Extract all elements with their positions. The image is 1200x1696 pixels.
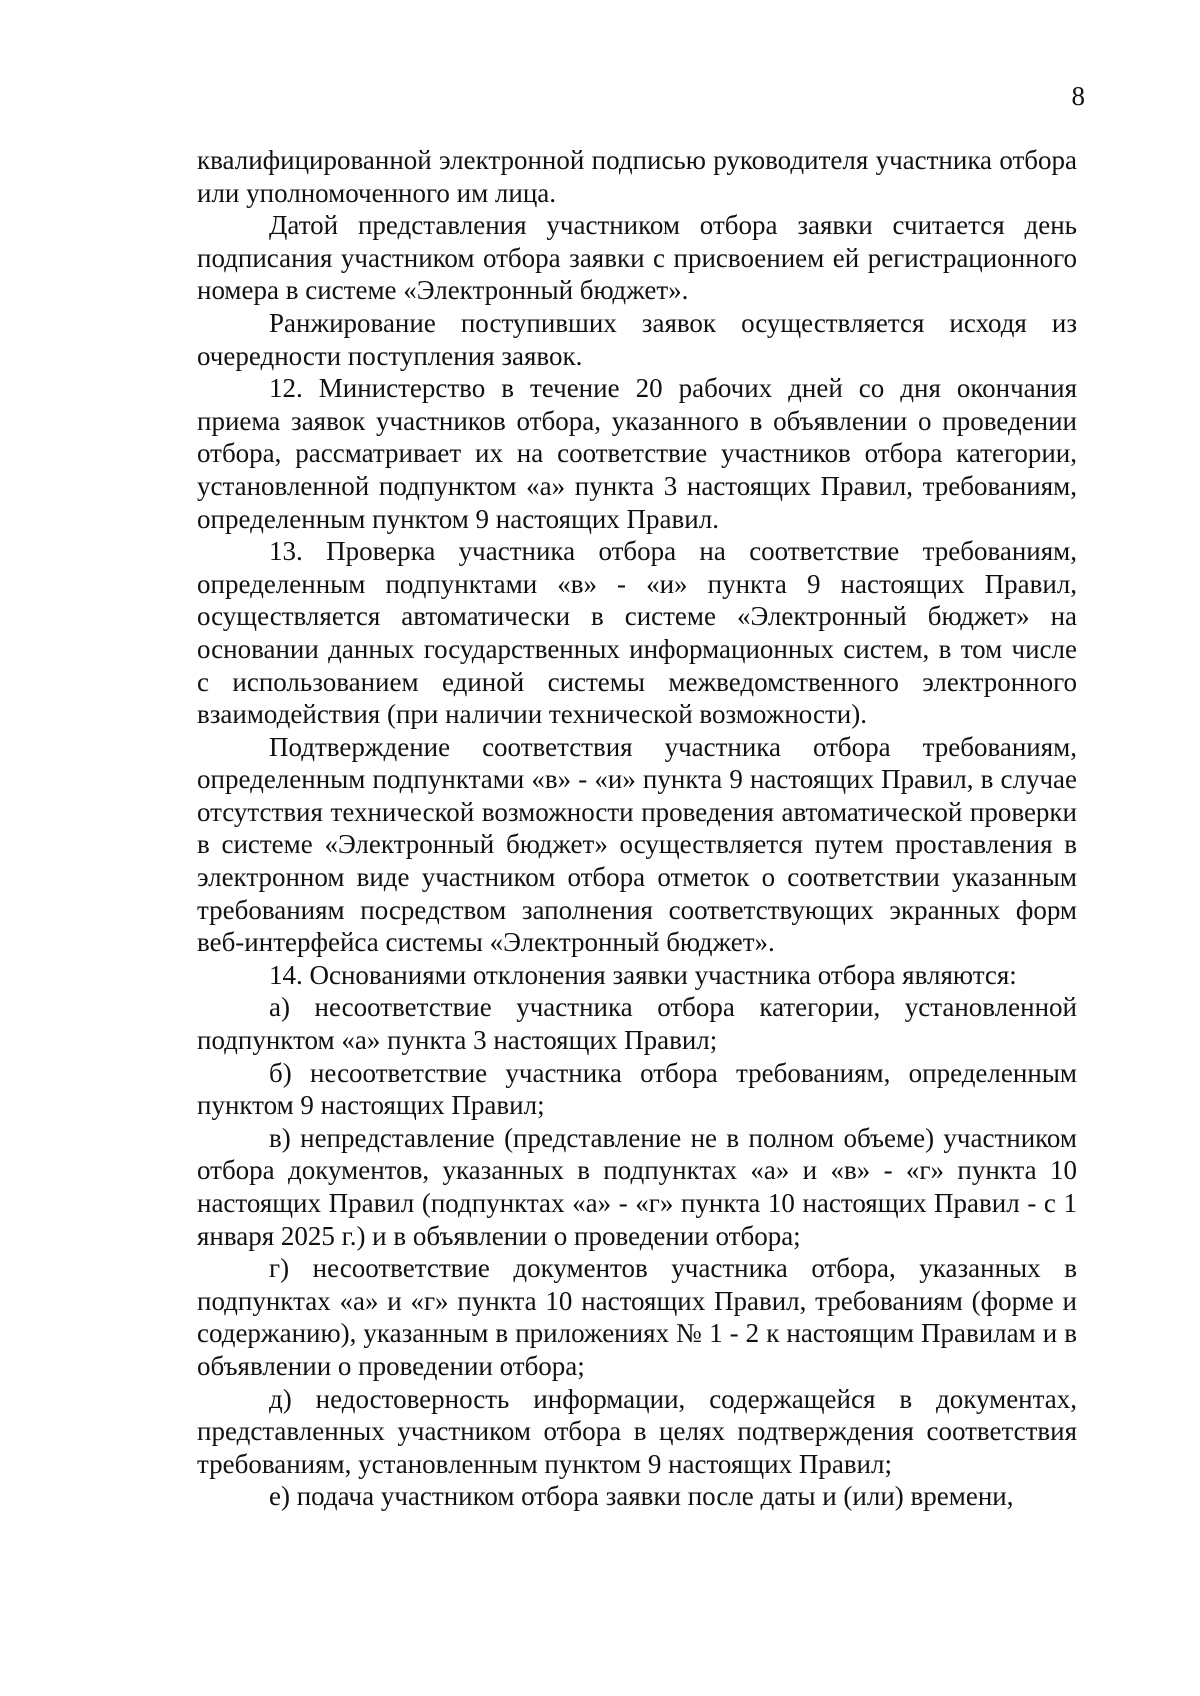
page-number: 8 [1071, 81, 1085, 111]
paragraph-subitem-d: д) недостоверность информации, содержащейся в документах, представленных участником отбора в целях подтверждения соответствия требованиям, установленным пунктом 9 настоящих Правил; [197, 1383, 1077, 1479]
paragraph-ranking: Ранжирование поступивших заявок осуществляется исходя из очередности поступления заявок. [197, 307, 1077, 371]
paragraph-item-13: 13. Проверка участника отбора на соответствие требованиям, определенным подпунктами «в» - «и» пункта 9 настоящих Правил, осуществляется автоматически в системе «Электронный бюджет» на основании данных государственных информационных систем, в том числе с использованием единой системы межведомственного электронного взаимодействия (при наличии технической возможности). [197, 536, 1077, 730]
paragraph-subitem-v: в) непредставление (представление не в полном объеме) участником отбора документов, указанных в подпунктах «а» и «в» - «г» пункта 10 настоящих Правил (подпунктах «а» - «г» пункта 10 настоящих Правил - с 1 января 2025 г.) и в объявлении о проведении отбора; [197, 1122, 1077, 1251]
paragraph-subitem-e: е) подача участником отбора заявки после даты и (или) времени, [269, 1481, 1014, 1512]
document-body [197, 144, 1077, 1513]
paragraph-item-14: 14. Основаниями отклонения заявки участника отбора являются: [269, 959, 1017, 990]
paragraph-subitem-a: а) несоответствие участника отбора категории, установленной подпунктом «а» пункта 3 настоящих Правил; [197, 992, 1077, 1056]
paragraph-subitem-b: б) несоответствие участника отбора требованиям, определенным пунктом 9 настоящих Правил; [197, 1057, 1077, 1121]
paragraph-confirmation: Подтверждение соответствия участника отбора требованиям, определенным подпунктами «в» - «и» пункта 9 настоящих Правил, в случае отсутствия технической возможности проведения автоматической проверки в системе «Электронный бюджет» осуществляется путем проставления в электронном виде участником отбора отметок о соответствии указанным требованиям посредством заполнения соответствующих экранных форм веб-интерфейса системы «Электронный бюджет». [197, 731, 1077, 958]
paragraph-item-12: 12. Министерство в течение 20 рабочих дней со дня окончания приема заявок участников отбора, указанного в объявлении о проведении отбора, рассматривает их на соответствие участников отбора категории, установленной подпунктом «а» пункта 3 настоящих Правил, требованиям, определенным пунктом 9 настоящих Правил. [197, 373, 1077, 534]
paragraph-submission-date: Датой представления участником отбора заявки считается день подписания участником отбора заявки с присвоением ей регистрационного номера в системе «Электронный бюджет». [197, 210, 1077, 306]
paragraph-subitem-g: г) несоответствие документов участника отбора, указанных в подпунктах «а» и «г» пункта 10 настоящих Правил, требованиям (форме и содержанию), указанным в приложениях № 1 - 2 к настоящим Правилам и в объявлении о проведении отбора; [197, 1253, 1077, 1381]
paragraph-signature-continuation: квалифицированной электронной подписью руководителя участника отбора или уполномоченного им лица. [197, 145, 1077, 208]
